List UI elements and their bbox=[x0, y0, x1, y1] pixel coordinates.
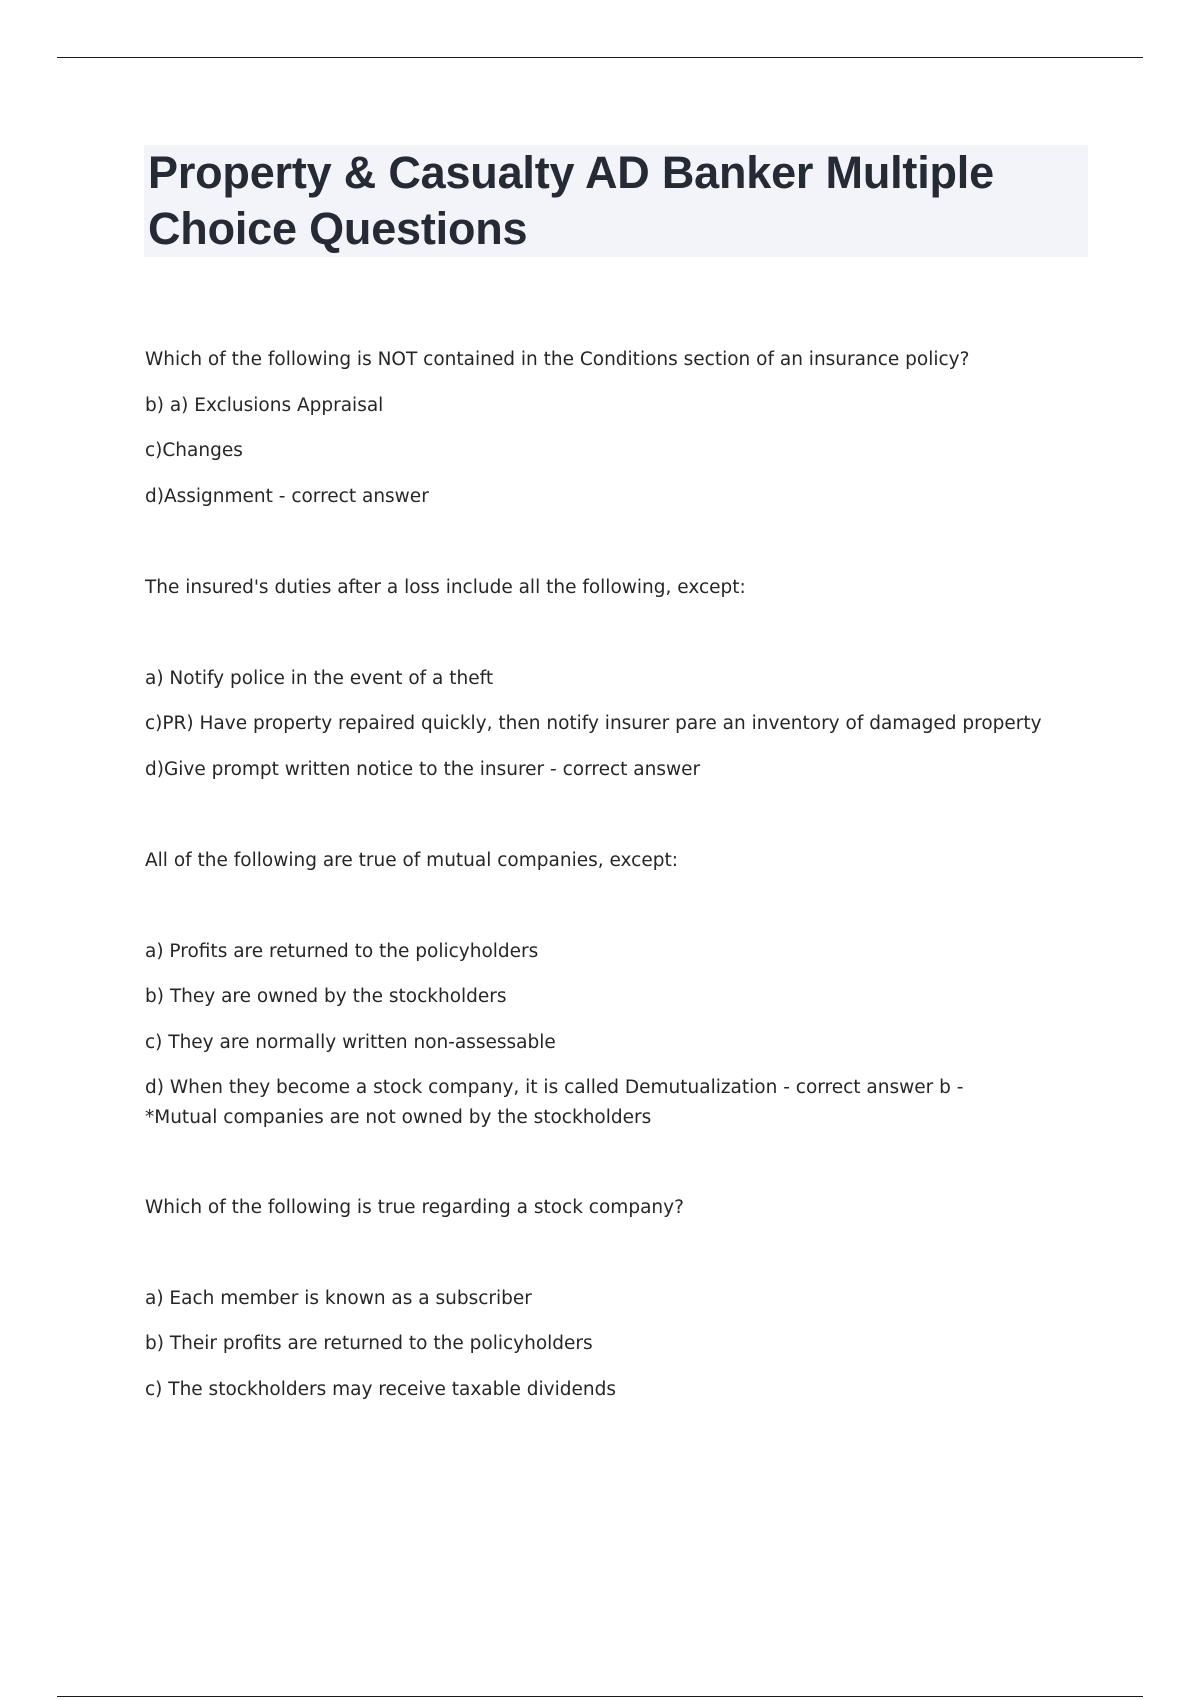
question-4-option-3: c) The stockholders may receive taxable dividends bbox=[145, 1379, 616, 1400]
document-title: Property & Casualty AD Banker Multiple Choice Questions bbox=[148, 147, 994, 254]
question-3-option-2: b) They are owned by the stockholders bbox=[145, 986, 507, 1007]
question-4-option-2: b) Their profits are returned to the policyholders bbox=[145, 1333, 593, 1354]
question-4-text: Which of the following is true regarding a stock company? bbox=[145, 1197, 684, 1218]
title-block bbox=[144, 145, 1088, 257]
question-1-option-1: b) a) Exclusions Appraisal bbox=[145, 395, 384, 416]
question-1-option-3: d)Assignment - correct answer bbox=[145, 486, 429, 507]
question-3-option-3: c) They are normally written non-assessable bbox=[145, 1032, 556, 1053]
question-3-text: All of the following are true of mutual companies, except: bbox=[145, 850, 678, 871]
question-1-option-2: c)Changes bbox=[145, 440, 243, 461]
question-2-option-3: d)Give prompt written notice to the insurer - correct answer bbox=[145, 759, 701, 780]
question-2-option-1: a) Notify police in the event of a theft bbox=[145, 668, 494, 689]
question-4-option-1: a) Each member is known as a subscriber bbox=[145, 1288, 532, 1309]
bottom-divider bbox=[57, 1696, 1143, 1697]
question-3-option-1: a) Profits are returned to the policyholders bbox=[145, 941, 539, 962]
question-2-text: The insured's duties after a loss include all the following, except: bbox=[145, 577, 746, 598]
question-3-option-4: d) When they become a stock company, it is called Demutualization - correct answer b - *Mutual companies are not owned by the stockholders bbox=[145, 1077, 964, 1128]
question-1-text: Which of the following is NOT contained in the Conditions section of an insurance policy? bbox=[145, 349, 970, 370]
question-2-option-2: c)PR) Have property repaired quickly, then notify insurer pare an inventory of damaged property bbox=[145, 713, 1042, 734]
top-divider bbox=[57, 57, 1143, 58]
